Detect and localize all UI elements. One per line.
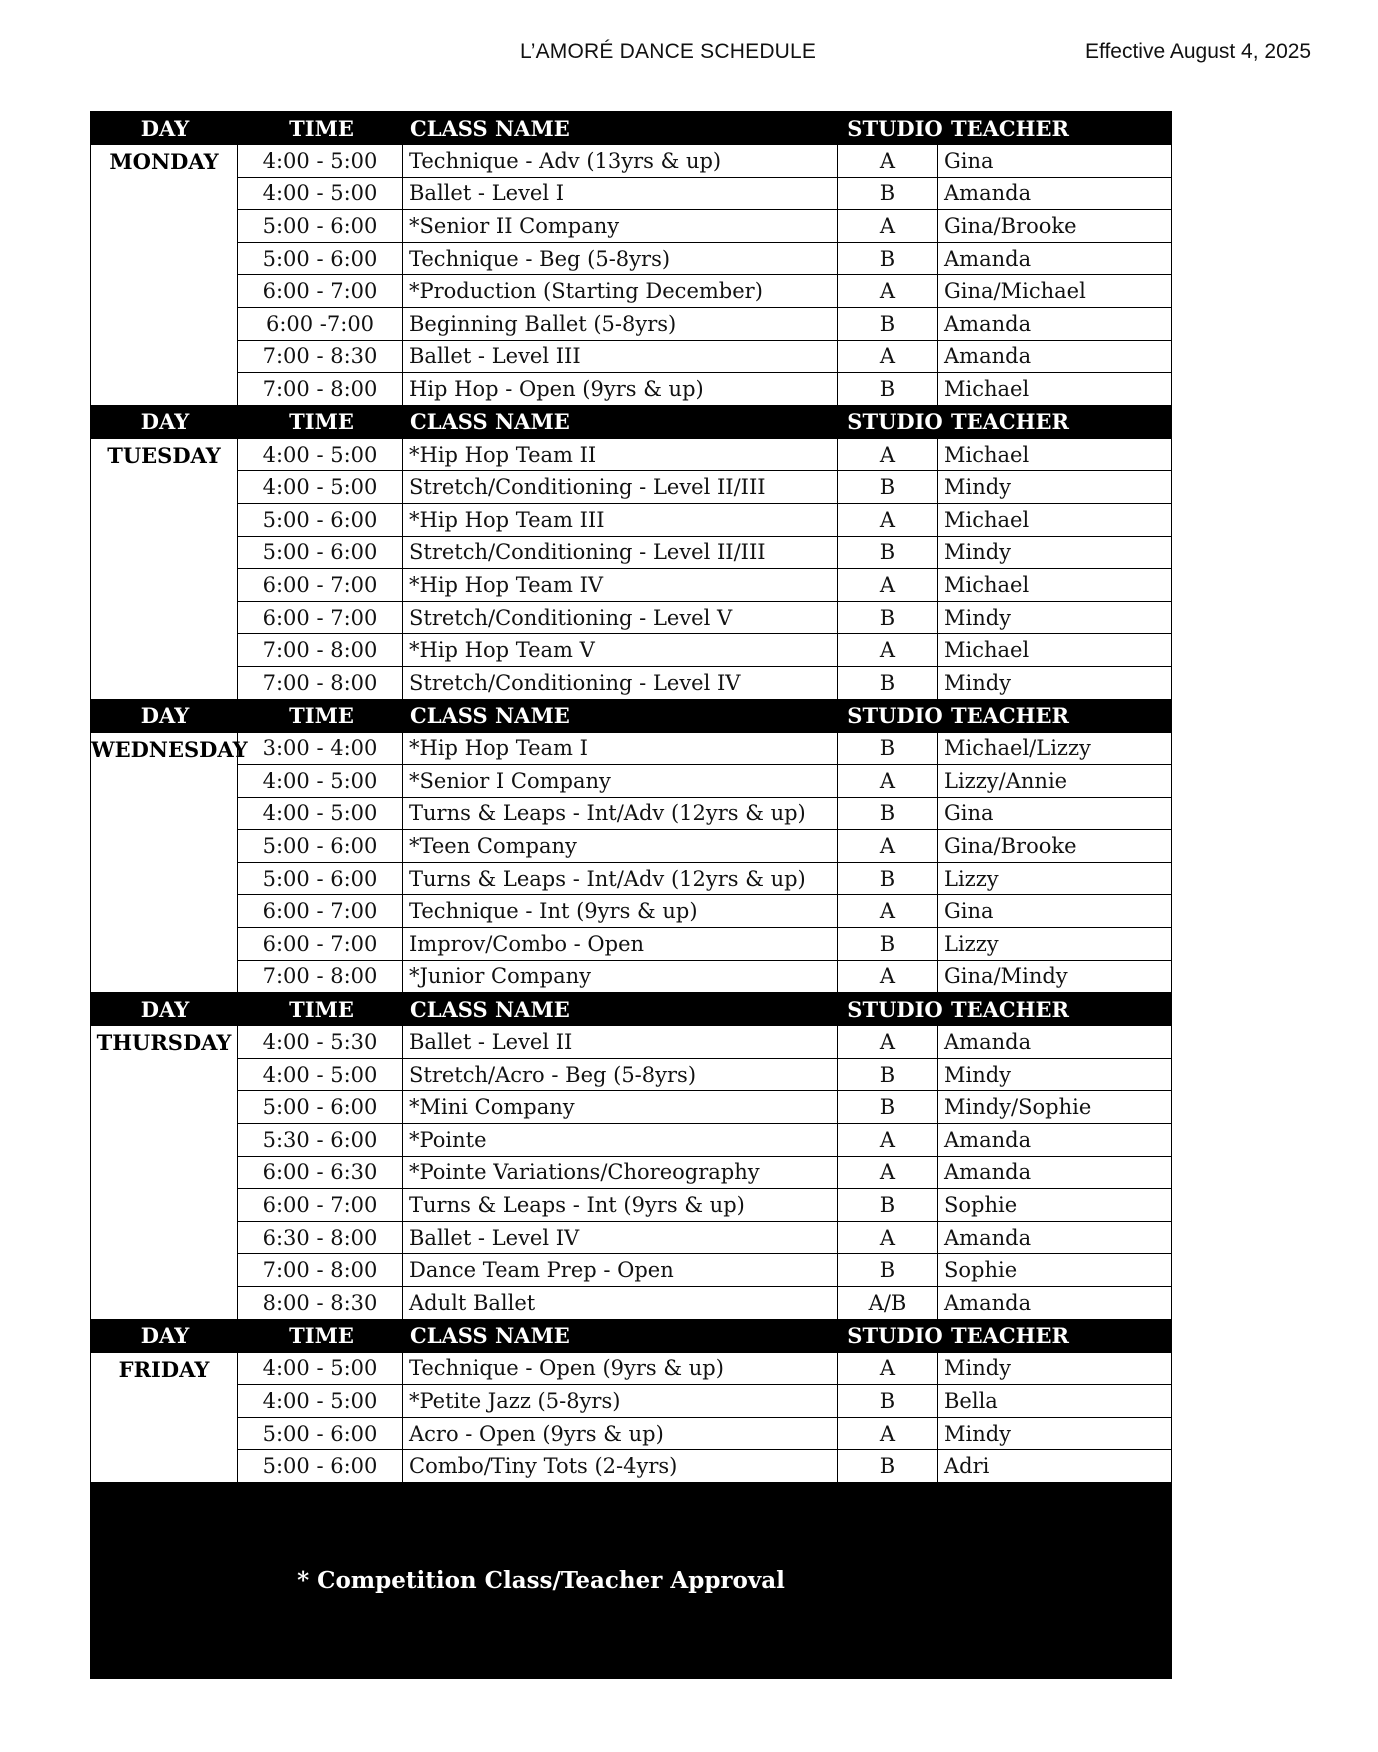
table-row — [238, 504, 1172, 537]
day-section-monday — [90, 111, 1172, 405]
studio-cell: A — [838, 1353, 938, 1385]
studio-cell: B — [838, 243, 938, 275]
time-cell: 6:00 - 7:00 — [238, 569, 403, 601]
teacher-cell: Lizzy — [938, 928, 1172, 960]
studio-cell: A — [838, 1157, 938, 1189]
day-body — [91, 1353, 1172, 1482]
studio-cell: A — [838, 569, 938, 601]
teacher-cell: Sophie — [938, 1189, 1172, 1221]
table-row — [238, 863, 1172, 896]
table-row — [238, 1222, 1172, 1255]
studio-cell: A — [838, 275, 938, 307]
teacher-cell: Mindy — [938, 1418, 1172, 1450]
class-name-cell: *Production (Starting December) — [403, 275, 838, 307]
day-label: TUESDAY — [91, 439, 238, 699]
class-name-cell: Ballet - Level II — [403, 1026, 838, 1058]
class-rows — [238, 733, 1172, 993]
class-rows — [238, 439, 1172, 699]
table-row — [238, 1418, 1172, 1451]
studio-cell: A — [838, 1418, 938, 1450]
header-class-name: CLASS NAME — [410, 409, 570, 435]
studio-cell: A — [838, 1124, 938, 1156]
header-studio: STUDIO — [847, 996, 943, 1022]
teacher-cell: Lizzy — [938, 863, 1172, 895]
day-section-friday — [90, 1319, 1172, 1482]
time-cell: 5:00 - 6:00 — [238, 243, 403, 275]
class-name-cell: *Senior II Company — [403, 210, 838, 242]
table-row — [238, 1124, 1172, 1157]
document-title: L’AMORÉ DANCE SCHEDULE — [520, 40, 817, 63]
table-row — [238, 798, 1172, 831]
table-row — [238, 928, 1172, 961]
teacher-cell: Adri — [938, 1450, 1172, 1482]
teacher-cell: Amanda — [938, 1222, 1172, 1254]
header-time: TIME — [289, 409, 354, 435]
teacher-cell: Lizzy/Annie — [938, 765, 1172, 797]
class-name-cell: Ballet - Level III — [403, 341, 838, 373]
time-cell: 6:00 - 7:00 — [238, 275, 403, 307]
header-time: TIME — [289, 703, 354, 728]
header-row — [91, 699, 1172, 733]
header-time: TIME — [289, 996, 354, 1022]
table-row — [238, 243, 1172, 276]
header-teacher: TEACHER — [951, 703, 1069, 728]
day-label: MONDAY — [91, 145, 238, 405]
class-name-cell: Stretch/Acro - Beg (5-8yrs) — [403, 1059, 838, 1091]
time-cell: 4:00 - 5:00 — [238, 178, 403, 210]
time-cell: 6:00 - 6:30 — [238, 1157, 403, 1189]
time-cell: 4:00 - 5:00 — [238, 1385, 403, 1417]
studio-cell: B — [838, 537, 938, 569]
class-name-cell: *Mini Company — [403, 1091, 838, 1123]
header-studio: STUDIO — [847, 115, 943, 141]
class-name-cell: *Teen Company — [403, 830, 838, 862]
class-name-cell: *Pointe Variations/Choreography — [403, 1157, 838, 1189]
studio-cell: B — [838, 308, 938, 340]
table-row — [238, 341, 1172, 374]
class-name-cell: Turns & Leaps - Int/Adv (12yrs & up) — [403, 798, 838, 830]
table-row — [238, 1026, 1172, 1059]
teacher-cell: Mindy — [938, 537, 1172, 569]
time-cell: 4:00 - 5:00 — [238, 765, 403, 797]
time-cell: 3:00 - 4:00 — [238, 733, 403, 765]
table-row — [238, 1254, 1172, 1287]
teacher-cell: Amanda — [938, 178, 1172, 210]
header-row — [91, 1319, 1172, 1353]
header-class-name: CLASS NAME — [410, 115, 570, 141]
table-row — [238, 178, 1172, 211]
class-name-cell: Improv/Combo - Open — [403, 928, 838, 960]
teacher-cell: Amanda — [938, 1287, 1172, 1319]
teacher-cell: Amanda — [938, 308, 1172, 340]
class-name-cell: Ballet - Level I — [403, 178, 838, 210]
teacher-cell: Michael — [938, 634, 1172, 666]
teacher-cell: Gina — [938, 145, 1172, 177]
table-row — [238, 210, 1172, 243]
day-body — [91, 1026, 1172, 1318]
teacher-cell: Gina/Mindy — [938, 961, 1172, 993]
table-row — [238, 765, 1172, 798]
table-row — [238, 439, 1172, 472]
teacher-cell: Michael — [938, 569, 1172, 601]
studio-cell: A — [838, 439, 938, 471]
class-name-cell: Stretch/Conditioning - Level IV — [403, 667, 838, 699]
class-name-cell: Turns & Leaps - Int/Adv (12yrs & up) — [403, 863, 838, 895]
studio-cell: A/B — [838, 1287, 938, 1319]
studio-cell: B — [838, 373, 938, 405]
class-name-cell: *Junior Company — [403, 961, 838, 993]
time-cell: 5:00 - 6:00 — [238, 1091, 403, 1123]
header-studio: STUDIO — [847, 703, 943, 728]
day-body — [91, 145, 1172, 405]
time-cell: 5:00 - 6:00 — [238, 1418, 403, 1450]
class-name-cell: Stretch/Conditioning - Level II/III — [403, 537, 838, 569]
time-cell: 7:00 - 8:00 — [238, 667, 403, 699]
day-section-tuesday — [90, 405, 1172, 699]
studio-cell: B — [838, 863, 938, 895]
time-cell: 5:30 - 6:00 — [238, 1124, 403, 1156]
table-row — [238, 634, 1172, 667]
class-name-cell: Technique - Adv (13yrs & up) — [403, 145, 838, 177]
time-cell: 5:00 - 6:00 — [238, 504, 403, 536]
time-cell: 5:00 - 6:00 — [238, 210, 403, 242]
studio-cell: A — [838, 1222, 938, 1254]
teacher-cell: Michael — [938, 373, 1172, 405]
class-name-cell: *Hip Hop Team II — [403, 439, 838, 471]
day-section-wednesday — [90, 699, 1172, 993]
table-row — [238, 145, 1172, 178]
studio-cell: B — [838, 1091, 938, 1123]
page-header — [0, 40, 1378, 70]
header-day: DAY — [140, 1323, 190, 1349]
class-name-cell: *Senior I Company — [403, 765, 838, 797]
table-row — [238, 373, 1172, 405]
table-row — [238, 275, 1172, 308]
studio-cell: B — [838, 667, 938, 699]
table-row — [238, 895, 1172, 928]
competition-note-text: * Competition Class/Teacher Approval — [297, 1566, 785, 1594]
time-cell: 7:00 - 8:00 — [238, 961, 403, 993]
studio-cell: A — [838, 634, 938, 666]
time-cell: 6:00 - 7:00 — [238, 602, 403, 634]
table-row — [238, 1189, 1172, 1222]
time-cell: 5:00 - 6:00 — [238, 830, 403, 862]
teacher-cell: Michael — [938, 504, 1172, 536]
teacher-cell: Amanda — [938, 1157, 1172, 1189]
time-cell: 4:00 - 5:00 — [238, 798, 403, 830]
teacher-cell: Mindy — [938, 667, 1172, 699]
class-name-cell: Hip Hop - Open (9yrs & up) — [403, 373, 838, 405]
studio-cell: A — [838, 830, 938, 862]
time-cell: 7:00 - 8:00 — [238, 1254, 403, 1286]
class-name-cell: *Hip Hop Team I — [403, 733, 838, 765]
studio-cell: A — [838, 1026, 938, 1058]
studio-cell: B — [838, 1189, 938, 1221]
studio-cell: B — [838, 1059, 938, 1091]
header-class-name: CLASS NAME — [410, 703, 570, 728]
header-day: DAY — [140, 996, 190, 1022]
table-row — [238, 569, 1172, 602]
class-name-cell: *Pointe — [403, 1124, 838, 1156]
teacher-cell: Amanda — [938, 243, 1172, 275]
class-name-cell: *Hip Hop Team IV — [403, 569, 838, 601]
teacher-cell: Michael — [938, 439, 1172, 471]
studio-cell: B — [838, 1450, 938, 1482]
day-label: THURSDAY — [91, 1026, 238, 1318]
class-name-cell: *Petite Jazz (5-8yrs) — [403, 1385, 838, 1417]
studio-cell: B — [838, 1254, 938, 1286]
teacher-cell: Sophie — [938, 1254, 1172, 1286]
studio-cell: B — [838, 798, 938, 830]
day-body — [91, 733, 1172, 993]
header-class-name: CLASS NAME — [410, 996, 570, 1022]
table-row — [238, 471, 1172, 504]
table-row — [238, 1450, 1172, 1482]
class-name-cell: *Hip Hop Team III — [403, 504, 838, 536]
table-row — [238, 537, 1172, 570]
header-studio: STUDIO — [847, 409, 943, 435]
studio-cell: B — [838, 928, 938, 960]
table-row — [238, 830, 1172, 863]
time-cell: 6:00 - 7:00 — [238, 928, 403, 960]
time-cell: 4:00 - 5:00 — [238, 1059, 403, 1091]
class-name-cell: Combo/Tiny Tots (2-4yrs) — [403, 1450, 838, 1482]
time-cell: 7:00 - 8:00 — [238, 634, 403, 666]
class-name-cell: Technique - Open (9yrs & up) — [403, 1353, 838, 1385]
studio-cell: A — [838, 504, 938, 536]
class-name-cell: Ballet - Level IV — [403, 1222, 838, 1254]
class-name-cell: Dance Team Prep - Open — [403, 1254, 838, 1286]
table-row — [238, 1157, 1172, 1190]
header-teacher: TEACHER — [951, 409, 1069, 435]
class-name-cell: Stretch/Conditioning - Level II/III — [403, 471, 838, 503]
teacher-cell: Gina/Brooke — [938, 830, 1172, 862]
class-name-cell: Acro - Open (9yrs & up) — [403, 1418, 838, 1450]
time-cell: 6:00 -7:00 — [238, 308, 403, 340]
time-cell: 4:00 - 5:00 — [238, 1353, 403, 1385]
studio-cell: A — [838, 145, 938, 177]
studio-cell: B — [838, 602, 938, 634]
table-row — [238, 667, 1172, 699]
teacher-cell: Mindy/Sophie — [938, 1091, 1172, 1123]
header-class-name: CLASS NAME — [410, 1323, 570, 1349]
class-name-cell: Beginning Ballet (5-8yrs) — [403, 308, 838, 340]
table-row — [238, 1287, 1172, 1319]
day-section-thursday — [90, 992, 1172, 1318]
time-cell: 5:00 - 6:00 — [238, 537, 403, 569]
table-row — [238, 1091, 1172, 1124]
header-day: DAY — [140, 703, 190, 728]
table-row — [238, 1059, 1172, 1092]
effective-date: Effective August 4, 2025 — [1085, 40, 1312, 63]
teacher-cell: Bella — [938, 1385, 1172, 1417]
competition-note — [90, 1482, 1172, 1679]
time-cell: 4:00 - 5:00 — [238, 439, 403, 471]
header-day: DAY — [140, 115, 190, 141]
table-row — [238, 961, 1172, 993]
studio-cell: B — [838, 178, 938, 210]
time-cell: 4:00 - 5:30 — [238, 1026, 403, 1058]
studio-cell: A — [838, 210, 938, 242]
header-row — [91, 992, 1172, 1026]
studio-cell: A — [838, 961, 938, 993]
class-rows — [238, 1353, 1172, 1482]
header-row — [91, 405, 1172, 439]
teacher-cell: Amanda — [938, 341, 1172, 373]
studio-cell: B — [838, 733, 938, 765]
class-name-cell: Technique - Int (9yrs & up) — [403, 895, 838, 927]
time-cell: 5:00 - 6:00 — [238, 863, 403, 895]
teacher-cell: Mindy — [938, 602, 1172, 634]
day-label: WEDNESDAY — [91, 733, 238, 993]
table-row — [238, 308, 1172, 341]
teacher-cell: Mindy — [938, 1353, 1172, 1385]
time-cell: 6:30 - 8:00 — [238, 1222, 403, 1254]
schedule-table — [90, 111, 1172, 1679]
class-name-cell: *Hip Hop Team V — [403, 634, 838, 666]
header-studio: STUDIO — [847, 1323, 943, 1349]
class-name-cell: Turns & Leaps - Int (9yrs & up) — [403, 1189, 838, 1221]
class-rows — [238, 145, 1172, 405]
day-body — [91, 439, 1172, 699]
header-row — [91, 111, 1172, 145]
teacher-cell: Gina — [938, 895, 1172, 927]
teacher-cell: Mindy — [938, 1059, 1172, 1091]
teacher-cell: Amanda — [938, 1124, 1172, 1156]
table-row — [238, 602, 1172, 635]
time-cell: 7:00 - 8:30 — [238, 341, 403, 373]
header-teacher: TEACHER — [951, 1323, 1069, 1349]
header-teacher: TEACHER — [951, 996, 1069, 1022]
time-cell: 5:00 - 6:00 — [238, 1450, 403, 1482]
teacher-cell: Gina/Michael — [938, 275, 1172, 307]
studio-cell: A — [838, 765, 938, 797]
class-name-cell: Technique - Beg (5-8yrs) — [403, 243, 838, 275]
time-cell: 7:00 - 8:00 — [238, 373, 403, 405]
header-time: TIME — [289, 115, 354, 141]
table-row — [238, 733, 1172, 766]
table-row — [238, 1385, 1172, 1418]
teacher-cell: Michael/Lizzy — [938, 733, 1172, 765]
class-rows — [238, 1026, 1172, 1318]
teacher-cell: Gina — [938, 798, 1172, 830]
teacher-cell: Gina/Brooke — [938, 210, 1172, 242]
studio-cell: A — [838, 341, 938, 373]
teacher-cell: Mindy — [938, 471, 1172, 503]
studio-cell: B — [838, 471, 938, 503]
studio-cell: A — [838, 895, 938, 927]
time-cell: 4:00 - 5:00 — [238, 471, 403, 503]
time-cell: 8:00 - 8:30 — [238, 1287, 403, 1319]
studio-cell: B — [838, 1385, 938, 1417]
time-cell: 4:00 - 5:00 — [238, 145, 403, 177]
class-name-cell: Adult Ballet — [403, 1287, 838, 1319]
header-day: DAY — [140, 409, 190, 435]
time-cell: 6:00 - 7:00 — [238, 895, 403, 927]
table-row — [238, 1353, 1172, 1386]
header-teacher: TEACHER — [951, 115, 1069, 141]
teacher-cell: Amanda — [938, 1026, 1172, 1058]
class-name-cell: Stretch/Conditioning - Level V — [403, 602, 838, 634]
day-label: FRIDAY — [91, 1353, 238, 1482]
header-time: TIME — [289, 1323, 354, 1349]
time-cell: 6:00 - 7:00 — [238, 1189, 403, 1221]
